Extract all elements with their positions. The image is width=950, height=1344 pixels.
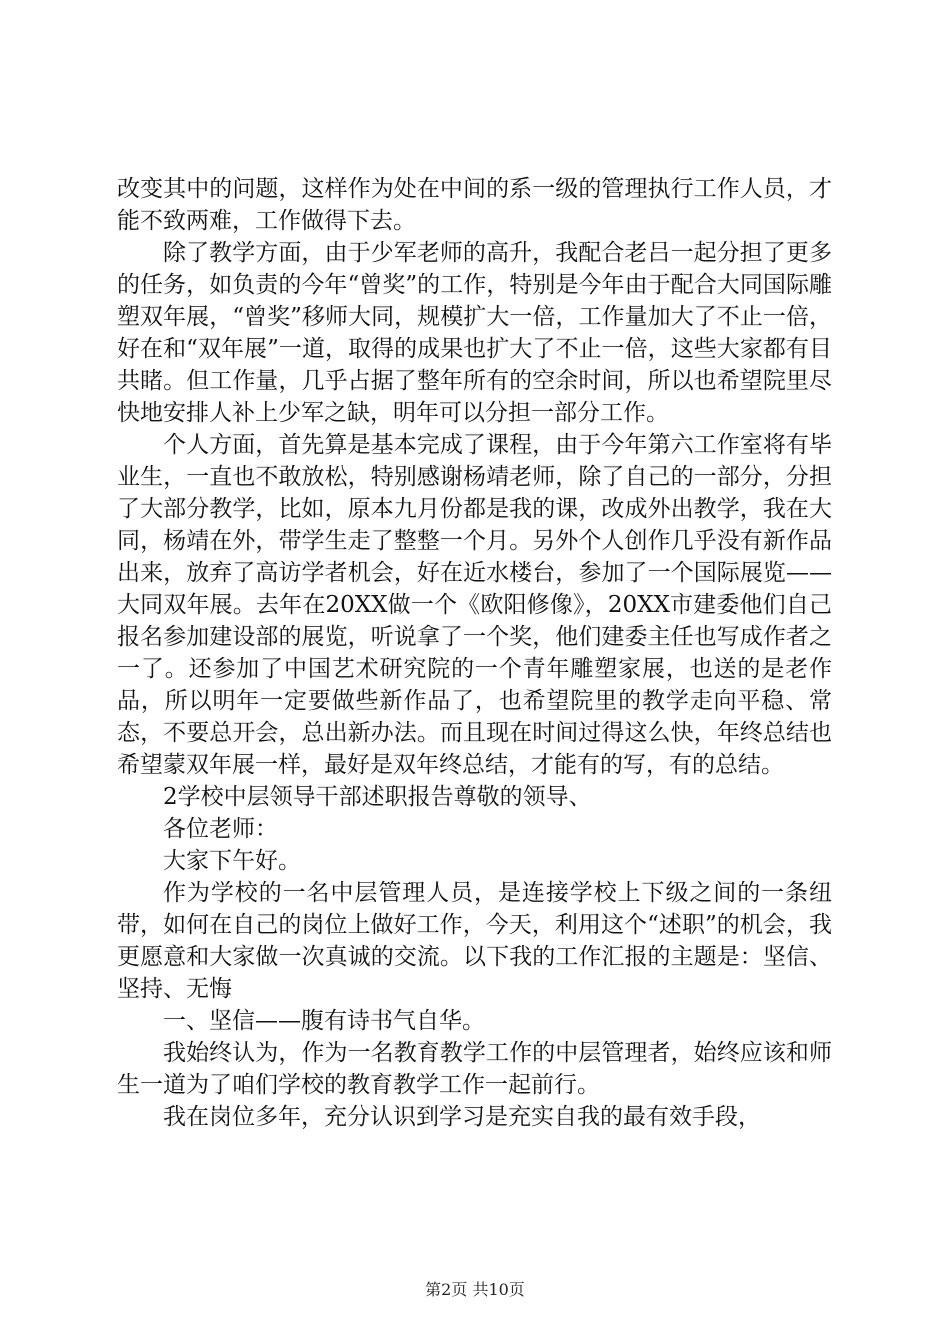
page-number: 第2页 共10页 bbox=[425, 1280, 525, 1299]
paragraph-personal: 个人方面，首先算是基本完成了课程，由于今年第六工作室将有毕业生，一直也不敢放松，特别感谢杨靖老师，除了自己的一部分，分担了大部分教学，比如，原本九月份都是我的课，改成外出教学，我在大同，杨靖在外，带学生走了整整一个月。另外个人创作几乎没有新作品出来，放弃了高访学者机会，好在近水楼台，参加了一个国际展览——大同双年展。去年在20XX做一个《欧阳修像》，20XX市建委他们自己报名参加建设部的展览，听说拿了一个奖，他们建委主任也写成作者之一了。还参加了中国艺术研究院的一个青年雕塑家展，也送的是老作品，所以明年一定要做些新作品了，也希望院里的教学走向平稳、常态，不要总开会，总出新办法。而且现在时间过得这么快，年终总结也希望蒙双年展一样，最好是双年终总结，才能有的写，有的总结。 bbox=[117, 432, 832, 778]
greeting: 大家下午好。 bbox=[163, 848, 301, 874]
paragraph-introduction: 作为学校的一名中层管理人员，是连接学校上下级之间的一条纽带，如何在自己的岗位上做好工作，今天，利用这个“述职”的机会，我更愿意和大家做一次真诚的交流。以下我的工作汇报的主题是：坚信、坚持、无悔 bbox=[117, 880, 832, 1002]
section-heading-belief: 一、坚信——腹有诗书气自华。 bbox=[163, 1008, 485, 1034]
paragraph-learning: 我在岗位多年，充分认识到学习是充实自我的最有效手段， bbox=[163, 1104, 761, 1130]
section-heading-report: 2学校中层领导干部述职报告尊敬的领导、 bbox=[163, 784, 592, 810]
document-body bbox=[117, 173, 832, 1133]
page-footer bbox=[0, 1280, 950, 1300]
paragraph-continuation: 改变其中的问题，这样作为处在中间的系一级的管理执行工作人员，才能不致两难，工作做得下去。 bbox=[117, 176, 832, 234]
paragraph-belief: 我始终认为，作为一名教育教学工作的中层管理者，始终应该和师生一道为了咱们学校的教育教学工作一起前行。 bbox=[117, 1040, 832, 1098]
paragraph-task-duties: 除了教学方面，由于少军老师的高升，我配合老吕一起分担了更多的任务，如负责的今年“曾奖”的工作，特别是今年由于配合大同国际雕塑双年展，“曾奖”移师大同，规模扩大一倍，工作量加大了不止一倍，好在和“双年展”一道，取得的成果也扩大了不止一倍，这些大家都有目共睹。但工作量，几乎占据了整年所有的空余时间，所以也希望院里尽快地安排人补上少军之缺，明年可以分担一部分工作。 bbox=[117, 240, 832, 426]
salutation-teachers: 各位老师： bbox=[163, 816, 278, 842]
